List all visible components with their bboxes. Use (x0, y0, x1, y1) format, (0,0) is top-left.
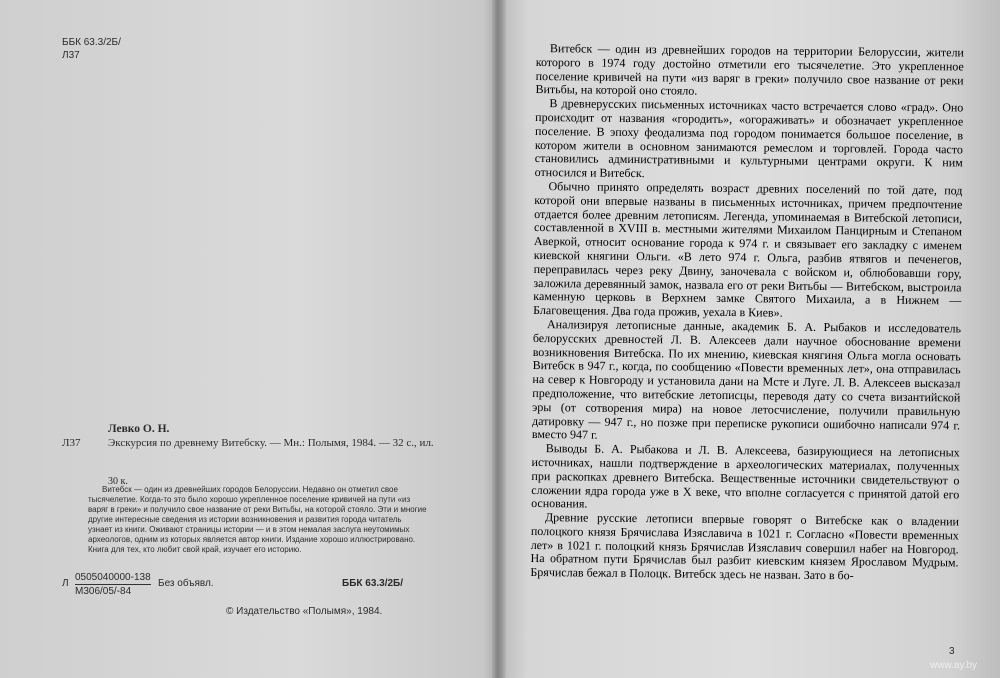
card-price: 30 к. (108, 476, 128, 487)
paragraph: Выводы Б. А. Рыбакова и Л. В. Алексеева, базирующиеся на летописных источниках, нашли подтверждение в археологических материалах, полученных при раскопках древнего Витебска. Вещественные источники свидетельствуют о сложении ядра города уже в X веке, что вполне согласуется с принятой датой его основания. (531, 441, 960, 511)
bbk-code-top (62, 36, 121, 62)
left-page (0, 0, 498, 678)
code-denominator: М306/05/-84 (75, 586, 132, 597)
bbk-code-bottom: ББК 63.3/2Б/ (342, 578, 404, 589)
card-description: Экскурсия по древнему Витебску. — Мн.: Полымя, 1984. — 32 с., ил. (108, 437, 434, 449)
paragraph: В древнерусских письменных источниках часто встречается слово «град». Оно происходит от названия «городить», «огораживать» и обозначает укрепленное поселение. В эпоху феодализма под городом понимается большое поселение, в котором жители в основном занимаются ремеслом и торговлей. Города часто становились административными и культурными центрами округи. К ним относился и Витебск. (534, 96, 964, 181)
paragraph: Витебск — один из древнейших городов на территории Белоруссии, жители которого в 1974 году достойно отметили его тысячелетие. Это укрепленное поселение кривичей на пути «из варяг в греки» получило свое название от реки Витьбы, на которой оно стояло. (535, 41, 964, 99)
paragraph: Древние русские летописи впервые говорят о Витебске как о владении полоцкого князя Брячислава Изяславича в 1021 г. Согласно «Повести временных лет» в 1021 г. полоцкий князь Брячислав Изяславич совершил набег на Новгород. На обратном пути Брячислав был разбит киевским князем Ярославом Мудрым. Брячислав бежал в Полоцк. Витебск здесь не назван. Зато в бо- (530, 510, 960, 583)
publisher-line: © Издательство «Полымя», 1984. (226, 606, 383, 617)
card-index: Л37 (62, 437, 81, 449)
annotation: Витебск — один из древнейших городов Белоруссии. Недавно он отметил свое тысячелетие. Когда-то это было хорошо укрепленное поселение кривичей на пути «из варяг в греки» и получило свое название от реки Витьбы, на которой стояло. Эти и многие другие интересные сведения из истории возникновения и развития города читатель узнает из книги. Оживают страницы истории — и в этом немалая заслуга неутомимых археологов, одним из которых является автор книги. Издание хорошо иллюстрировано. Книга для тех, кто любит свой край, изучает его историю. (88, 485, 427, 554)
bbk-top-line: ББК 63.3/2Б/ (62, 37, 121, 48)
code-letter: Л (62, 578, 69, 589)
paragraph: Обычно принято определять возраст древних поселений по той дате, под которой они впервые названы в письменных источниках, причем предпочтение отдается более древним летописям. Легенда, упоминаемая в Витебской летописи, составленной в XVIII в. местными жителями Михаилом Панцирным и Степаном Аверкой, относит основание города к 974 г. и связывает его закладку с именем киевской княгини Ольги. «В лето 974 г. Ольга, разбив ятвягов и печенегов, переправилась через реку Двину, заночевала с войском и, облюбовавши гору, заложила деревянный замок, назвала его от реки Витьбы — Витебском, выстроила каменную церковь в Верхнем замке Святого Михаила, а в Нижнем — Благовещения. Два года прожив, уехала в Киев». (533, 179, 963, 320)
index-top-line: Л37 (62, 50, 80, 61)
card-author: Левко О. Н. (108, 423, 170, 435)
paragraph: Анализируя летописные данные, академик Б. А. Рыбаков и исследователь белорусских древностей Л. В. Алексеев дали научное обоснование времени возникновения Витебска. По их мнению, киевская княгиня Ольга могла основать Витебск в 947 г., когда, по сообщению «Повести временных лет», она отправилась на север к Новгороду и установила дани на Мсте и Луге. Л. В. Алексеев высказал предположение, что витебские летописцы, переводя дату со счета византийской эры (от сотворения мира) на новое летосчисление, получили правильную датировку — 947 г., но позже при переписке рукописи ошибочно написали 974 г. вместо 947 г. (531, 317, 962, 442)
book-spine (492, 0, 506, 678)
without-ad-label: Без объявл. (158, 578, 214, 589)
code-numerator: 0505040000-138 (75, 572, 151, 583)
watermark: www.ay.by (930, 660, 978, 671)
code-fraction (75, 571, 151, 598)
page-number: 3 (949, 646, 955, 657)
main-text (530, 42, 964, 585)
